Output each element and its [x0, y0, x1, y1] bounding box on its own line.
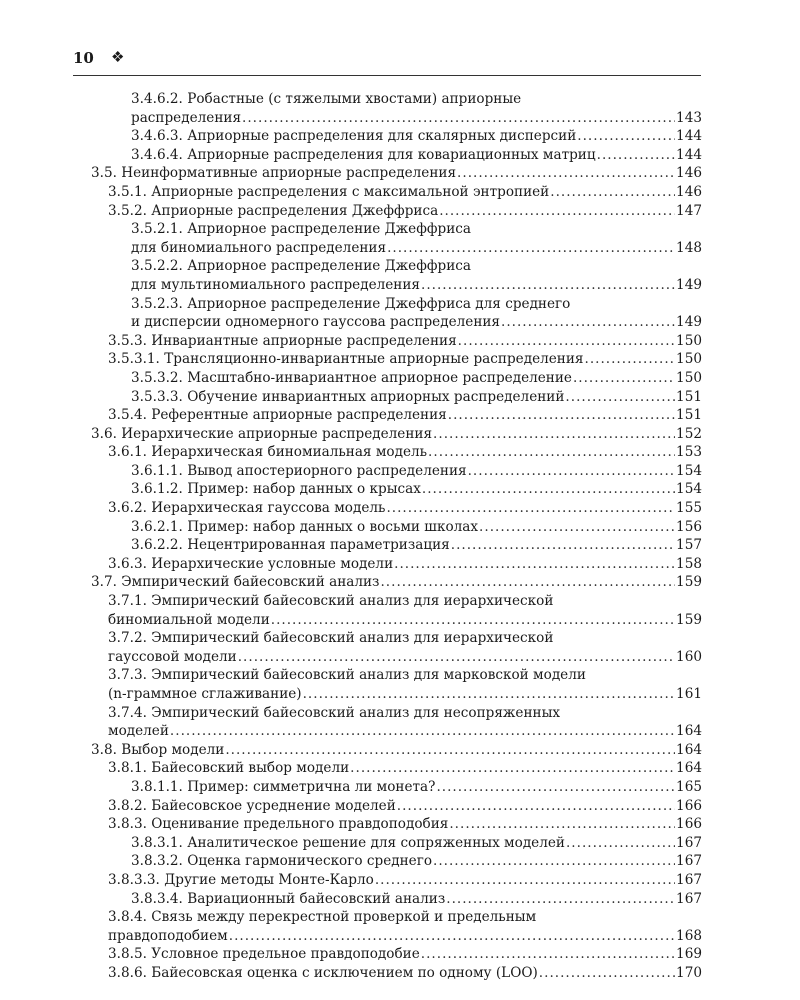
toc-entry-title: правдоподобием: [108, 927, 228, 944]
toc-entry[interactable]: [0, 332, 800, 351]
toc-entry-title: 3.8.5. Условное предельное правдоподобие: [108, 946, 420, 963]
toc-entry[interactable]: [0, 480, 800, 499]
toc-entry-title: 3.5.3.1. Трансляционно-инвариантные априорные распределения: [108, 351, 584, 368]
toc-entry[interactable]: [0, 518, 800, 537]
dot-leader: [550, 183, 675, 202]
toc-page-number: 149: [676, 276, 702, 293]
dot-leader: [421, 276, 675, 295]
toc-entry[interactable]: [0, 759, 800, 778]
toc-page-number: 169: [676, 946, 702, 963]
dot-leader: [422, 480, 675, 499]
dot-leader: [436, 778, 675, 797]
toc-entry-title: 3.8.3. Оценивание предельного правдоподобия: [108, 816, 449, 833]
toc-page-number: 146: [676, 165, 702, 182]
toc-page-number: 166: [676, 797, 702, 814]
toc-entry-title: 3.5.3.2. Масштабно-инвариантное априорное распределение: [131, 369, 572, 386]
toc-page-number: 159: [676, 574, 702, 591]
dot-leader: [271, 611, 675, 630]
toc-entry-title: 3.4.6.2. Робастные (с тяжелыми хвостами) априорные: [131, 91, 522, 107]
toc-entry-title: 3.7.4. Эмпирический байесовский анализ для несопряженных: [108, 704, 561, 721]
toc-entry[interactable]: [0, 146, 800, 165]
toc-entry[interactable]: [0, 778, 800, 797]
dot-leader: [585, 350, 676, 369]
toc-entry[interactable]: [0, 964, 800, 983]
toc-page-number: 149: [676, 314, 702, 331]
toc-page-number: 156: [676, 518, 702, 535]
dot-leader: [577, 127, 675, 146]
toc-entry-title: 3.6. Иерархические априорные распределения: [91, 425, 433, 442]
toc-entry-title: 3.5.2.3. Априорное распределение Джеффриса для среднего: [131, 295, 571, 312]
toc-entry-title: 3.8.3.1. Аналитическое решение для сопряженных моделей: [131, 834, 565, 851]
dot-leader: [597, 146, 675, 165]
toc-entry[interactable]: [0, 890, 800, 909]
toc-entry[interactable]: [0, 202, 800, 221]
toc-entry-title: 3.8. Выбор модели: [91, 741, 225, 758]
toc-entry-title: 3.5. Неинформативные априорные распределения: [91, 165, 457, 182]
toc-entry[interactable]: [0, 220, 800, 257]
toc-entry-title: 3.6.3. Иерархические условные модели: [108, 555, 394, 572]
toc-entry-title: 3.6.2.1. Пример: набор данных о восьми школах: [131, 518, 479, 535]
dot-leader: [539, 964, 675, 983]
toc-entry-title: 3.4.6.4. Априорные распределения для ковариационных матриц: [131, 146, 596, 163]
toc-page-number: 147: [676, 202, 702, 219]
toc-page-number: 146: [676, 183, 702, 200]
dot-leader: [428, 443, 675, 462]
dot-leader: [433, 425, 675, 444]
toc-entry-title: 3.6.2.2. Нецентрированная параметризация: [131, 537, 450, 554]
dot-leader: [386, 499, 675, 518]
toc-page-number: 167: [676, 871, 702, 888]
toc-entry[interactable]: [0, 295, 800, 332]
dot-leader: [573, 369, 675, 388]
toc-entry-title: 3.6.1.1. Вывод апостериорного распределения: [131, 462, 467, 479]
toc-page-number: 170: [676, 964, 702, 981]
dot-leader: [566, 834, 675, 853]
toc-page-number: 167: [676, 890, 702, 907]
toc-entry[interactable]: [0, 555, 800, 574]
toc-entry[interactable]: [0, 388, 800, 407]
toc-entry-title: 3.5.2.2. Априорное распределение Джеффриса: [131, 258, 471, 275]
dot-leader: [421, 945, 675, 964]
toc-entry[interactable]: [0, 741, 800, 760]
dot-leader: [375, 871, 675, 890]
toc-entry[interactable]: [0, 815, 800, 834]
toc-page-number: 164: [676, 723, 702, 740]
toc-entry-title: моделей: [108, 723, 169, 740]
toc-page-number: 144: [676, 128, 702, 145]
dot-leader: [394, 555, 675, 574]
toc-entry[interactable]: [0, 443, 800, 462]
dot-leader: [446, 890, 675, 909]
toc-entry[interactable]: [0, 852, 800, 871]
toc-entry-title: 3.5.2. Априорные распределения Джеффриса: [108, 202, 439, 219]
toc-entry[interactable]: [0, 350, 800, 369]
dot-leader: [350, 759, 675, 778]
toc-entry-title: 3.6.2. Иерархическая гауссова модель: [108, 500, 386, 517]
toc-entry-title: биномиальной модели: [108, 611, 270, 628]
toc-entry-title: гауссовой модели: [108, 648, 237, 665]
toc-entry[interactable]: [0, 573, 800, 592]
toc-page-number: 160: [676, 648, 702, 665]
toc-page-number: 166: [676, 816, 702, 833]
dot-leader: [387, 239, 675, 258]
toc-entry-title: (n-граммное сглаживание): [108, 686, 302, 702]
toc-entry-title: 3.5.1. Априорные распределения с максимальной энтропией: [108, 183, 550, 200]
toc-entry-title: 3.8.6. Байесовская оценка с исключением по одному (LOO): [108, 964, 538, 981]
dot-leader: [242, 109, 675, 128]
toc-entry[interactable]: [0, 945, 800, 964]
toc-entry-title: 3.4.6.3. Априорные распределения для скалярных дисперсий: [131, 128, 577, 145]
toc-entry[interactable]: [0, 127, 800, 146]
toc-entry-title: 3.7.2. Эмпирический байесовский анализ для иерархической: [108, 630, 554, 647]
toc-entry-title: 3.8.3.4. Вариационный байесовский анализ: [131, 890, 446, 907]
ornament-icon: ❖: [111, 48, 125, 66]
toc-page-number: 150: [676, 369, 702, 386]
toc-entry[interactable]: [0, 908, 800, 945]
toc-entry[interactable]: [0, 90, 800, 127]
dot-leader: [170, 722, 675, 741]
dot-leader: [501, 313, 675, 332]
toc-entry[interactable]: [0, 592, 800, 629]
dot-leader: [457, 164, 675, 183]
toc-page-number: 164: [676, 760, 702, 777]
toc-entry-title: для биномиального распределения: [131, 239, 387, 256]
dot-leader: [451, 536, 675, 555]
toc-page-number: 152: [676, 425, 702, 442]
toc-entry-title: 3.8.3.2. Оценка гармонического среднего: [131, 853, 433, 870]
toc-page-number: 157: [676, 537, 702, 554]
toc-page-number: 150: [676, 332, 702, 349]
toc-entry[interactable]: [0, 499, 800, 518]
toc-entry-title: и дисперсии одномерного гауссова распределения: [131, 314, 501, 331]
toc-entry[interactable]: [0, 183, 800, 202]
toc-entry[interactable]: [0, 629, 800, 666]
toc-page-number: 153: [676, 444, 702, 461]
toc-entry-title: для мультиномиального распределения: [131, 276, 420, 293]
toc-entry[interactable]: [0, 536, 800, 555]
toc-page-number: 154: [676, 481, 702, 498]
page-number: 10: [73, 49, 94, 67]
toc-entry-title: 3.8.2. Байесовское усреднение моделей: [108, 797, 396, 814]
toc-entry-title: 3.6.1. Иерархическая биномиальная модель: [108, 444, 428, 461]
dot-leader: [448, 406, 675, 425]
dot-leader: [397, 797, 675, 816]
toc-page-number: 158: [676, 555, 702, 572]
toc-entry[interactable]: [0, 425, 800, 444]
toc-entry[interactable]: [0, 164, 800, 183]
toc-page-number: 154: [676, 462, 702, 479]
toc-page-number: 150: [676, 351, 702, 368]
toc-entry-title: 3.6.1.2. Пример: набор данных о крысах: [131, 481, 421, 498]
dot-leader: [449, 815, 675, 834]
toc-page-number: 143: [676, 109, 702, 126]
dot-leader: [380, 573, 675, 592]
toc-entry-title: распределения: [131, 109, 242, 126]
toc-entry-title: 3.8.3.3. Другие методы Монте-Карло: [108, 871, 374, 888]
page-header: [73, 49, 701, 79]
header-rule: [73, 75, 701, 76]
toc-page-number: 148: [676, 239, 702, 256]
toc-entry-title: 3.5.3.3. Обучение инвариантных априорных распределений: [131, 388, 565, 405]
toc-page-number: 144: [676, 146, 702, 163]
toc-entry[interactable]: [0, 834, 800, 853]
dot-leader: [238, 648, 675, 667]
dot-leader: [225, 741, 675, 760]
toc-entry[interactable]: [0, 871, 800, 890]
toc-entry[interactable]: [0, 666, 800, 703]
toc-entry-title: 3.8.1.1. Пример: симметрична ли монета?: [131, 778, 436, 795]
dot-leader: [439, 202, 675, 221]
table-of-contents: [0, 90, 800, 983]
toc-page-number: 165: [676, 778, 702, 795]
toc-page-number: 155: [676, 500, 702, 517]
toc-page-number: 167: [676, 834, 702, 851]
dot-leader: [479, 518, 675, 537]
dot-leader: [468, 462, 675, 481]
dot-leader: [565, 388, 675, 407]
toc-page-number: 164: [676, 741, 702, 758]
dot-leader: [433, 852, 675, 871]
toc-entry[interactable]: [0, 704, 800, 741]
toc-entry-title: 3.7.3. Эмпирический байесовский анализ для марковской модели: [108, 667, 586, 684]
dot-leader: [229, 927, 675, 946]
toc-entry-title: 3.5.4. Референтные априорные распределения: [108, 407, 447, 424]
dot-leader: [458, 332, 675, 351]
toc-entry[interactable]: [0, 406, 800, 425]
toc-entry-title: 3.7. Эмпирический байесовский анализ: [91, 574, 380, 591]
toc-page-number: 151: [676, 388, 702, 405]
toc-page-number: 159: [676, 611, 702, 628]
toc-page-number: 167: [676, 853, 702, 870]
toc-entry-title: 3.8.1. Байесовский выбор модели: [108, 760, 350, 777]
dot-leader: [303, 685, 675, 704]
toc-entry[interactable]: [0, 369, 800, 388]
toc-entry[interactable]: [0, 797, 800, 816]
toc-entry-title: 3.5.3. Инвариантные априорные распределения: [108, 332, 457, 349]
toc-page-number: 151: [676, 407, 702, 424]
toc-page-number: 168: [676, 927, 702, 944]
toc-entry-title: 3.7.1. Эмпирический байесовский анализ для иерархической: [108, 593, 554, 610]
toc-page-number: 161: [676, 686, 702, 702]
toc-entry-title: 3.5.2.1. Априорное распределение Джеффриса: [131, 221, 471, 238]
toc-entry-title: 3.8.4. Связь между перекрестной проверкой и предельным: [108, 909, 537, 926]
toc-entry[interactable]: [0, 257, 800, 294]
toc-entry[interactable]: [0, 462, 800, 481]
